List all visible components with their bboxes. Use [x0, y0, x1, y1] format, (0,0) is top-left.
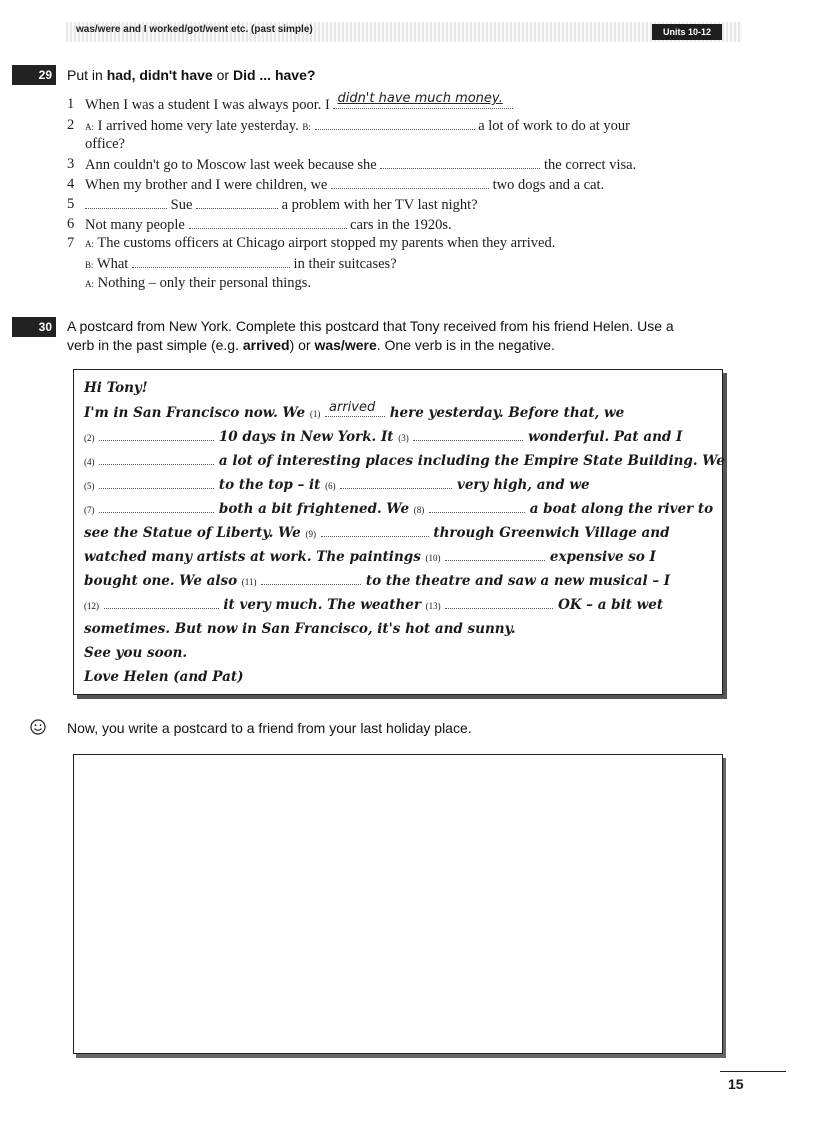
- postcard-greeting: Hi Tony!: [84, 380, 148, 396]
- postcard: [73, 369, 723, 695]
- page-rule: [720, 1071, 786, 1072]
- item-5: Sue a problem with her TV last night?: [85, 196, 478, 214]
- header-title: was/were and I worked/got/went etc. (past simple): [76, 24, 313, 35]
- item-number: 3: [67, 156, 75, 172]
- item-6: Not many people cars in the 1920s.: [85, 217, 452, 233]
- item-1: When I was a student I was always poor. I didn't have much money.: [85, 96, 513, 114]
- blank-9[interactable]: [321, 525, 429, 537]
- item-7-a2: A: Nothing – only their personal things.: [85, 275, 312, 291]
- exercise-30-number: 30: [12, 317, 56, 337]
- answer-blank-5b[interactable]: [196, 196, 278, 209]
- handwritten-answer-1: didn't have much money.: [337, 91, 503, 106]
- blank-4[interactable]: [99, 453, 214, 465]
- blank-8[interactable]: [429, 501, 525, 513]
- postcard-line-1: I'm in San Francisco now. We (1) arrived here yesterday. Before that, we: [84, 400, 625, 421]
- answer-blank-7[interactable]: [132, 255, 290, 268]
- exercise-29-number: 29: [12, 65, 56, 85]
- blank-10[interactable]: [445, 549, 545, 561]
- handwritten-answer-arrived: arrived: [329, 400, 376, 415]
- postcard-line-9: (12) it very much. The weather (13) OK – a bit wet: [84, 597, 664, 613]
- postcard-line-7: watched many artists at work. The paintings (10) expensive so I: [84, 549, 656, 565]
- item-2-continued: office?: [85, 136, 125, 152]
- blank-13[interactable]: [445, 597, 553, 609]
- blank-12[interactable]: [104, 597, 219, 609]
- item-number: 5: [67, 196, 75, 212]
- blank-7[interactable]: [99, 501, 214, 513]
- item-number: 7: [67, 235, 75, 251]
- postcard-line-8: bought one. We also (11) to the theatre and saw a new musical – I: [84, 573, 671, 589]
- smiley-icon: [30, 719, 46, 735]
- blank-6[interactable]: [340, 477, 452, 489]
- answer-blank-6[interactable]: [189, 216, 347, 229]
- postcard-line-11: See you soon.: [84, 645, 188, 661]
- answer-blank-4[interactable]: [331, 176, 489, 189]
- answer-blank-3[interactable]: [380, 156, 540, 169]
- item-7-b: B: What in their suitcases?: [85, 256, 397, 272]
- write-task-instruction: Now, you write a postcard to a friend from your last holiday place.: [67, 720, 472, 736]
- item-number: 2: [67, 117, 75, 133]
- page-number: 15: [728, 1076, 744, 1092]
- postcard-line-2: (2) 10 days in New York. It (3) wonderful. Pat and I: [84, 429, 683, 445]
- item-7: A: The customs officers at Chicago airport stopped my parents when they arrived.: [85, 235, 556, 251]
- blank-3[interactable]: [413, 429, 523, 441]
- answer-blank-1[interactable]: [333, 91, 513, 109]
- exercise-30-instruction: A postcard from New York. Complete this postcard that Tony received from his friend Helen. Use a verb in the past simple (e.g. arrived) or was/were. One verb is in the negative.: [67, 318, 674, 353]
- item-number: 4: [67, 176, 75, 192]
- postcard-line-4: (5) to the top – it (6) very high, and we: [84, 477, 590, 493]
- answer-blank-2[interactable]: [315, 117, 475, 130]
- postcard-signature: Love Helen (and Pat): [84, 669, 244, 685]
- write-postcard-box[interactable]: [73, 754, 723, 1054]
- blank-5[interactable]: [99, 477, 214, 489]
- blank-2[interactable]: [99, 429, 214, 441]
- item-number: 1: [67, 96, 75, 112]
- postcard-line-3: (4) a lot of interesting places including the Empire State Building. We: [84, 453, 725, 469]
- item-3: Ann couldn't go to Moscow last week because she the correct visa.: [85, 157, 637, 173]
- item-2: A: I arrived home very late yesterday. B: a lot of work to do at your: [85, 118, 631, 134]
- answer-blank-5a[interactable]: [85, 196, 167, 209]
- blank-11[interactable]: [261, 573, 361, 585]
- blank-1[interactable]: [325, 400, 385, 417]
- postcard-line-10: sometimes. But now in San Francisco, it's hot and sunny.: [84, 621, 516, 637]
- exercise-29-instruction: Put in had, didn't have or Did ... have?: [67, 67, 316, 83]
- item-number: 6: [67, 216, 75, 232]
- item-4: When my brother and I were children, we two dogs and a cat.: [85, 177, 605, 193]
- postcard-line-6: see the Statue of Liberty. We (9) through Greenwich Village and: [84, 525, 670, 541]
- postcard-line-5: (7) both a bit frightened. We (8) a boat along the river to: [84, 501, 714, 517]
- units-tab: Units 10-12: [652, 24, 722, 40]
